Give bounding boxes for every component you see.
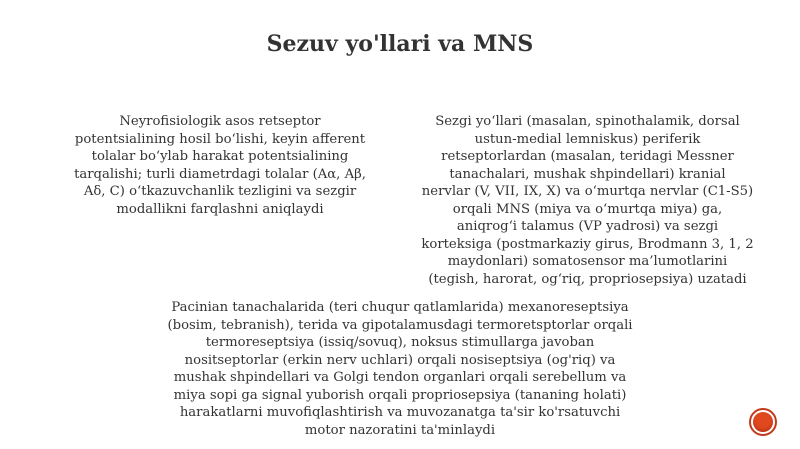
bottom-text-line: Pacinian tanachalarida (teri chuqur qatlamlarida) mexanoreseptsiya [171,300,629,315]
left-text-line: modallikni farqlashni aniqlaydi [116,201,324,217]
bottom-text-line: nositseptorlar (erkin nerv uchlari) orqali nosiseptsiya (og'riq) va [184,352,616,368]
bottom-text-line: mushak shpindellari va Golgi tendon organlari orqali serebellum va [173,370,627,385]
bottom-text-line: miya sopi ga signal yuborish orqali propriosepsiya (tananing holati) [173,387,627,403]
bottom-text-line: termoreseptsiya (issiq/sovuq), noksus stimullarga javoban [205,335,595,350]
slide-title: Sezuv yo'llari va MNS [266,31,534,57]
next-slide-button[interactable] [749,408,777,436]
right-text-line: tanachalari, mushak shpindellari) kranial [449,166,726,182]
right-text-line: retseptorlardan (masalan, teridagi Messner [441,149,734,164]
bottom-text-line: (bosim, tebranish), terida va gipotalamusdagi termoretsptorlar orqali [167,317,633,333]
right-text-block [400,113,775,288]
left-text-line: tolalar bo‘ylab harakat potentsialining [91,149,349,164]
right-text-line: (tegish, harorat, og‘riq, propriosepsiya) uzatadi [428,271,747,287]
left-text-line: Neyrofisiologik asos retseptor [119,114,321,129]
right-text-line: korteksiga (postmarkaziy girus, Brodmann 3, 1, 2 [421,236,754,252]
left-text-line: tarqalishi; turli diametrdagi tolalar (Aα, Aβ, [74,166,366,182]
bottom-text-block [80,299,720,439]
right-text-line: maydonlari) somatosensor ma’lumotlarini [447,254,728,269]
right-text-line: nervlar (V, VII, IX, X) va o‘murtqa nervlar (C1-S5) [421,184,754,199]
right-text-line: ustun-medial lemniskus) periferik [474,131,701,147]
right-text-line: aniqrog‘i talamus (VP yadrosi) va sezgi [456,219,719,234]
left-text-line: potentsialining hosil bo‘lishi, keyin afferent [74,131,366,147]
right-text-line: Sezgi yo‘llari (masalan, spinothalamik, dorsal [435,114,740,129]
left-text-block [40,113,400,218]
bottom-text-line: harakatlarni muvofiqlashtirish va muvozanatga ta'sir ko'rsatuvchi [179,405,621,420]
left-text-line: Aδ, C) o‘tkazuvchanlik tezligini va sezgir [83,184,357,199]
bottom-text-line: motor nazoratini ta'minlaydi [304,422,496,438]
right-text-line: orqali MNS (miya va o‘murtqa miya) ga, [452,201,723,217]
circle-button-icon [753,412,773,432]
